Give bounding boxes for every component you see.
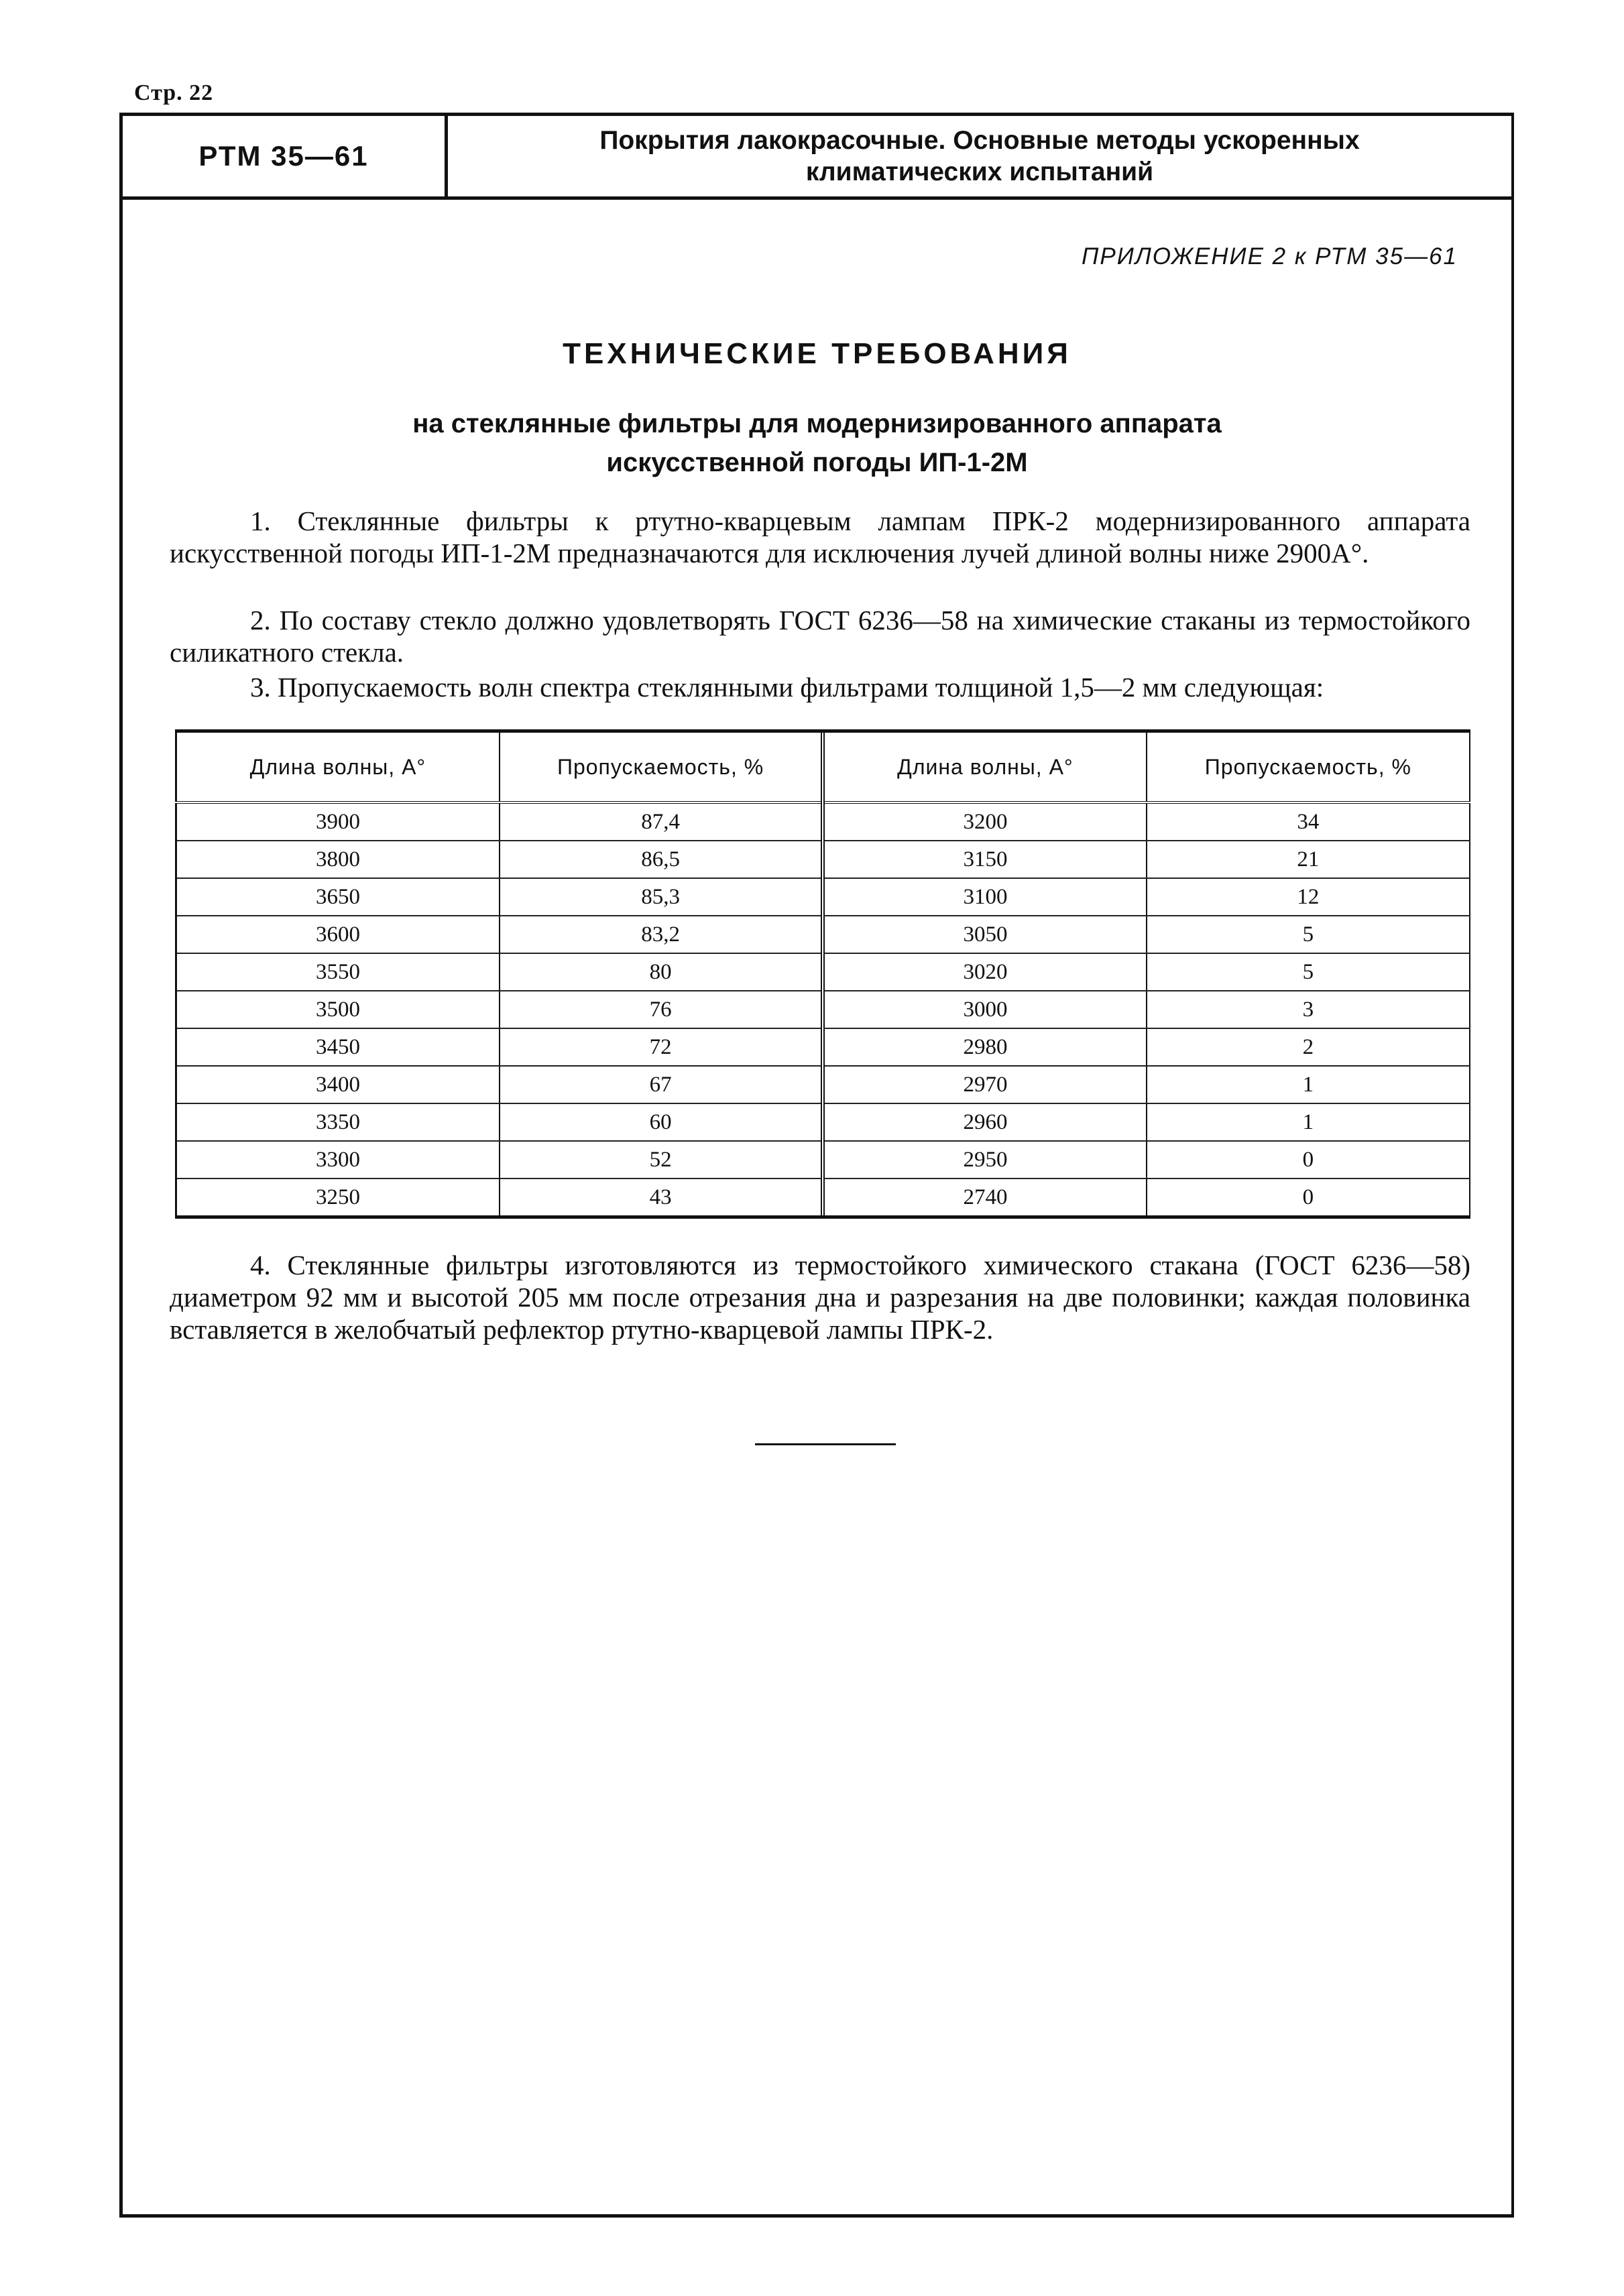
table-cell: 52 — [500, 1141, 823, 1179]
table-cell: 0 — [1147, 1179, 1470, 1215]
table-cell: 3200 — [823, 802, 1146, 841]
table-cell: 72 — [500, 1028, 823, 1066]
table-row — [176, 991, 1470, 1028]
column-header: Длина волны, А° — [823, 733, 1146, 802]
table-cell: 3500 — [176, 991, 500, 1028]
table-row — [176, 1028, 1470, 1066]
table-row — [176, 1066, 1470, 1103]
table-cell: 2960 — [823, 1103, 1146, 1141]
table-cell: 3450 — [176, 1028, 500, 1066]
paragraph-2: 2. По составу стекло должно удовлетворять ГОСТ 6236—58 на химические стаканы из термостойкого силикатного стекла. — [170, 605, 1470, 668]
column-header: Длина волны, А° — [176, 733, 500, 802]
table-cell: 5 — [1147, 953, 1470, 991]
table-cell: 80 — [500, 953, 823, 991]
table-cell: 2950 — [823, 1141, 1146, 1179]
table-cell: 3900 — [176, 802, 500, 841]
table-cell: 3400 — [176, 1066, 500, 1103]
table-cell: 67 — [500, 1066, 823, 1103]
table-cell: 3300 — [176, 1141, 500, 1179]
table-cell: 3650 — [176, 878, 500, 916]
table-cell: 21 — [1147, 841, 1470, 878]
table-cell: 3150 — [823, 841, 1146, 878]
header-title-line-1: Покрытия лакокрасочные. Основные методы ускоренных — [599, 126, 1360, 155]
document-header-title — [448, 116, 1511, 196]
table-cell: 83,2 — [500, 916, 823, 953]
table-cell: 2 — [1147, 1028, 1470, 1066]
table-cell: 3350 — [176, 1103, 500, 1141]
table-cell: 2980 — [823, 1028, 1146, 1066]
document-code: РТМ 35—61 — [123, 116, 448, 196]
table-cell: 3 — [1147, 991, 1470, 1028]
column-header: Пропускаемость, % — [500, 733, 823, 802]
table-row — [176, 802, 1470, 841]
table-cell: 2740 — [823, 1179, 1146, 1215]
table-row — [176, 878, 1470, 916]
subtitle-line-1: на стеклянные фильтры для модернизированного аппарата — [412, 409, 1222, 438]
table-row — [176, 953, 1470, 991]
end-rule — [755, 1443, 896, 1445]
table-cell: 0 — [1147, 1141, 1470, 1179]
table-cell: 86,5 — [500, 841, 823, 878]
table-cell: 85,3 — [500, 878, 823, 916]
table-cell: 60 — [500, 1103, 823, 1141]
column-header: Пропускаемость, % — [1147, 733, 1470, 802]
table-cell: 34 — [1147, 802, 1470, 841]
table-header-row — [176, 733, 1470, 802]
page-number: Стр. 22 — [134, 80, 214, 105]
subtitle-line-2: искусственной погоды ИП-1-2М — [606, 448, 1028, 477]
section-subtitle — [123, 404, 1511, 482]
paragraph-4: 4. Стеклянные фильтры изготовляются из термостойкого химического стакана (ГОСТ 6236—58) диаметром 92 мм и высотой 205 мм после отрезания дна и разрезания на две половинки; каждая половинка вставляется в желобчатый рефлектор ртутно-кварцевой лампы ПРК-2. — [170, 1250, 1470, 1345]
table-cell: 1 — [1147, 1066, 1470, 1103]
table-cell: 3100 — [823, 878, 1146, 916]
paragraph-3: 3. Пропускаемость волн спектра стеклянными фильтрами толщиной 1,5—2 мм следующая: — [250, 672, 1324, 703]
paragraph-1: 1. Стеклянные фильтры к ртутно-кварцевым лампам ПРК-2 модернизированного аппарата искусственной погоды ИП-1-2М предназначаются для исключения лучей длиной волны ниже 2900А°. — [170, 505, 1470, 568]
table-cell: 43 — [500, 1179, 823, 1215]
table-cell: 1 — [1147, 1103, 1470, 1141]
section-title: ТЕХНИЧЕСКИЕ ТРЕБОВАНИЯ — [563, 337, 1071, 370]
document-frame — [119, 113, 1514, 2218]
table-cell: 3250 — [176, 1179, 500, 1215]
table-cell: 3020 — [823, 953, 1146, 991]
table-cell: 3000 — [823, 991, 1146, 1028]
appendix-label: ПРИЛОЖЕНИЕ 2 к РТМ 35—61 — [1082, 243, 1458, 269]
document-header — [123, 116, 1511, 200]
transmission-table — [175, 729, 1470, 1219]
table-cell: 5 — [1147, 916, 1470, 953]
table-cell: 3050 — [823, 916, 1146, 953]
table-row — [176, 1103, 1470, 1141]
table-cell: 12 — [1147, 878, 1470, 916]
table-row — [176, 1179, 1470, 1215]
table-cell: 76 — [500, 991, 823, 1028]
table-cell: 3600 — [176, 916, 500, 953]
table-cell: 3550 — [176, 953, 500, 991]
table-row — [176, 916, 1470, 953]
table-cell: 2970 — [823, 1066, 1146, 1103]
table-cell: 3800 — [176, 841, 500, 878]
table-row — [176, 841, 1470, 878]
header-title-line-2: климатических испытаний — [805, 158, 1154, 186]
table-row — [176, 1141, 1470, 1179]
table-cell: 87,4 — [500, 802, 823, 841]
